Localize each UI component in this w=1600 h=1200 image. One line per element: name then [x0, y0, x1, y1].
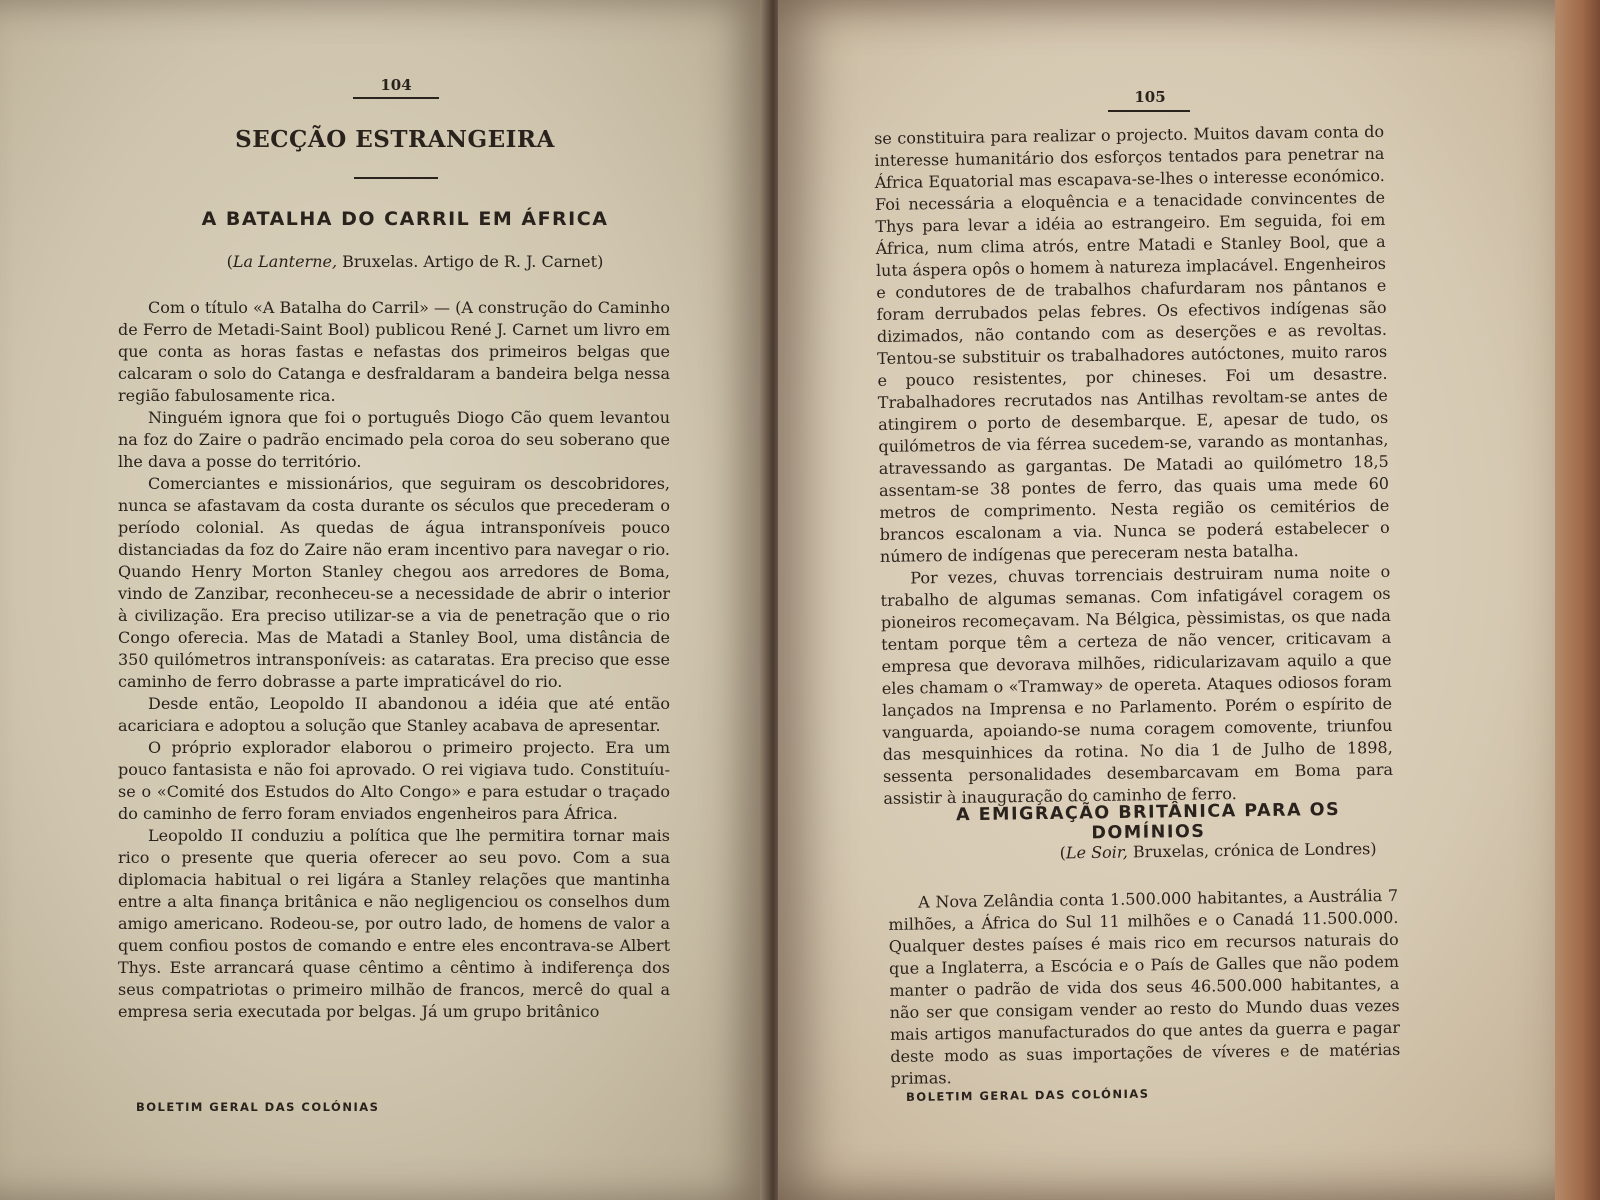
article2-body [888, 885, 1401, 1090]
source-publication: Le Soir, [1065, 842, 1128, 863]
source-publication: La Lanterne, [232, 252, 338, 271]
left-footer: BOLETIM GERAL DAS COLÓNIAS [136, 1100, 380, 1114]
article-source [150, 252, 680, 271]
book-cover-edge [1555, 0, 1600, 1200]
section-title: SECÇÃO ESTRANGEIRA [235, 126, 555, 153]
paragraph: Leopoldo II conduziu a política que lhe permitira tornar mais rico o presente que queria oferecer ao seu povo. Com a sua diplomacia habitual o rei ligára a Stanley relações que mantinha entre a alta finança britânica e não negligenciou os conselhos dum amigo americano. Rodeou-se, por outro lado, de homens de valor a quem confiou postos de comando e entre eles encontrava-se Albert Thys. Este arrancará quase cêntimo a cêntimo à indiferença dos seus compatriotas o primeiro milhão de francos, mercê do qual a empresa seria executada por belgas. Já um grupo britânico [118, 826, 670, 1021]
paragraph: Ninguém ignora que foi o português Diogo Cão quem levantou na foz do Zaire o padrão encimado pela coroa do seu soberano que lhe dava a posse do território. [118, 408, 670, 471]
article2-title: A EMIGRAÇÃO BRITÂNICA PARA OS DOMÍNIOS [955, 799, 1341, 844]
source-open-paren: ( [226, 252, 233, 271]
source-details: Bruxelas, crónica de Londres) [1127, 838, 1377, 862]
source-details: Bruxelas. Artigo de R. J. Carnet) [337, 252, 604, 271]
right-footer: BOLETIM GERAL DAS COLÓNIAS [906, 1086, 1150, 1104]
paragraph: se constituira para realizar o projecto. Muitos davam conta do interesse humanitário dos esforços tentados para penetrar na África Equatorial mas escapava-se-lhes o interesse económico. Foi necessária a eloquência e a tenacidade convincentes de Thys para levar a idéia ao estrangeiro. Em seguida, foi em África, num clima atrós, entre Matadi e Stanley Bool, que a luta áspera opôs o homem à natureza implacável. Engenheiros e condutores de de trabalhos chafurdaram nos pântanos e foram derrubados pelas febres. Os efectivos indígenas são dizimados, não contando com as deserções e as revoltas. Tentou-se substituir os trabalhadores autóctones, muito raros e pouco resistentes, por chineses. Foi um desastre. Trabalhadores recrutados nas Antilhas revoltam-se antes de atingirem o porto de desembarque. E, apesar de tudo, os quilómetros de via férrea sucedem-se, varando as montanhas, atravessando as gargantas. De Matadi ao quilómetro 18,5 assentam-se 38 pontes de ferro, das quais uma mede 60 metros de comprimento. Nesta região os cemitérios de brancos escalonam a via. Nunca se poderá estabelecer o número de indígenas que pereceram nesta batalha. [874, 121, 1390, 566]
paragraph: Com o título «A Batalha do Carril» — (A construção do Caminho de Ferro de Metadi-Saint Bool) publicou René J. Carnet um livro em que conta as horas fastas e nefastas dos primeiros belgas que calcaram o solo do Catanga e desfraldaram a bandeira belga nessa região fabulosamente rica. [118, 298, 670, 405]
paragraph: Comerciantes e missionários, que seguiram os descobridores, nunca se afastavam da costa durante os séculos que precederam o período colonial. As quedas de água intransponíveis pouco distanciadas da foz do Zaire não eram incentivo para navegar o rio. Quando Henry Morton Stanley chegou aos arredores de Boma, vindo de Zanzibar, reconheceu-se a necessidade de abrir o interior à civilização. Era preciso utilizar-se a via de penetração que o rio Congo oferecia. Mas de Matadi a Stanley Bool, uma distância de 350 quilómetros intransponíveis: as cataratas. Era preciso que esse caminho de ferro dobrasse a parte impraticável do rio. [118, 474, 670, 691]
left-page-number: 104 [380, 76, 412, 94]
page-number-rule [1108, 110, 1190, 112]
paragraph: Desde então, Leopoldo II abandonou a idéia que até então acariciara e adoptou a solução que Stanley acabava de apresentar. [118, 694, 670, 735]
right-page [778, 0, 1600, 1200]
left-body [118, 297, 670, 1023]
left-page [0, 0, 772, 1200]
paragraph: A Nova Zelândia conta 1.500.000 habitantes, a Austrália 7 milhões, a África do Sul 11 milhões e o Canadá 11.500.000. Qualquer destes países é mais rico em recursos naturais do que a Inglaterra, a Escócia e o País de Galles que não podem manter o padrão de vida dos seus 46.500.000 habitantes, a não ser que consigam vender ao resto do Mundo duas vezes mais artigos manufacturados do que antes da guerra e pagar deste modo as suas importações de víveres e de matérias primas. [888, 885, 1401, 1088]
section-rule [354, 177, 438, 179]
paragraph: Por vezes, chuvas torrenciais destruiram numa noite o trabalho de algumas semanas. Com infatigável coragem os pioneiros recomeçavam. Na Bélgica, pèssimistas, os que nada tentam porque têm a certeza de não vencer, criticavam a empresa que devorava milhões, ridicularizavam aquilo a que eles chamam o «Tramway» de opereta. Ataques odiosos foram lançados na Imprensa e no Parlamento. Porém o espírito de vanguarda, apoiando-se numa coragem comovente, triunfou das mesquinhices da rotina. No dia 1 de Julho de 1898, sessenta personalidades desembarcavam em Boma para assistir à inauguração do caminho de ferro. [880, 561, 1394, 808]
right-body [874, 121, 1393, 810]
source-open-paren: ( [1059, 843, 1067, 863]
paragraph: O próprio explorador elaborou o primeiro projecto. Era um pouco fantasista e não foi aprovado. O rei vigiava tudo. Constituíu-se o «Comité dos Estudos do Alto Congo» e para estudar o traçado do caminho de ferro foram enviados engenheiros para África. [118, 738, 670, 823]
right-page-number: 105 [1134, 88, 1166, 106]
page-number-rule [353, 97, 439, 99]
article-title: A BATALHA DO CARRIL EM ÁFRICA [201, 208, 609, 230]
